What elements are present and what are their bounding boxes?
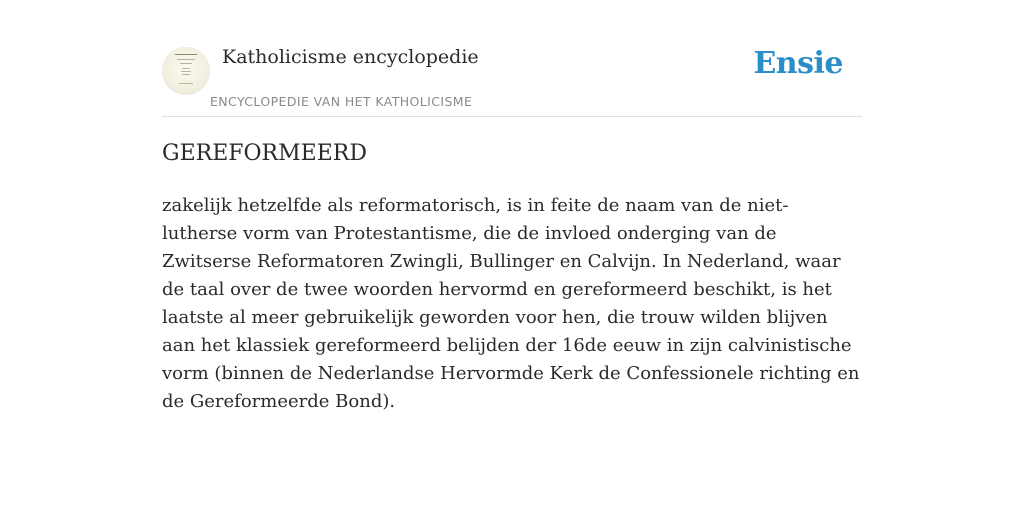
site-title[interactable]: Katholicisme encyclopedie xyxy=(222,46,479,68)
page-container xyxy=(162,0,862,412)
article-headword: GEREFORMEERD xyxy=(162,141,367,166)
brand-logo[interactable]: Ensie xyxy=(753,46,843,81)
encyclopedia-cover-icon[interactable] xyxy=(162,47,210,95)
article-body: zakelijk hetzelfde als reformatorisch, is in feite de naam van de niet-lutherse vorm van Protestantisme, die de invloed onderging van de Zwitserse Reformatoren Zwingli, Bullinger en Calvijn. In Nederland, waar de taal over de twee woorden hervormd en gereformeerd beschikt, is het laatste al meer gebruikelijk geworden voor hen, die trouw wilden blijven aan het klassiek gereformeerd belijden der 16de eeuw in zijn calvinistische vorm (binnen de Nederlandse Hervormde Kerk de Confessionele richting en de Gereformeerde Bond). xyxy=(162,195,860,412)
site-subtitle: ENCYCLOPEDIE VAN HET KATHOLICISME xyxy=(210,94,473,109)
site-header xyxy=(162,0,862,117)
